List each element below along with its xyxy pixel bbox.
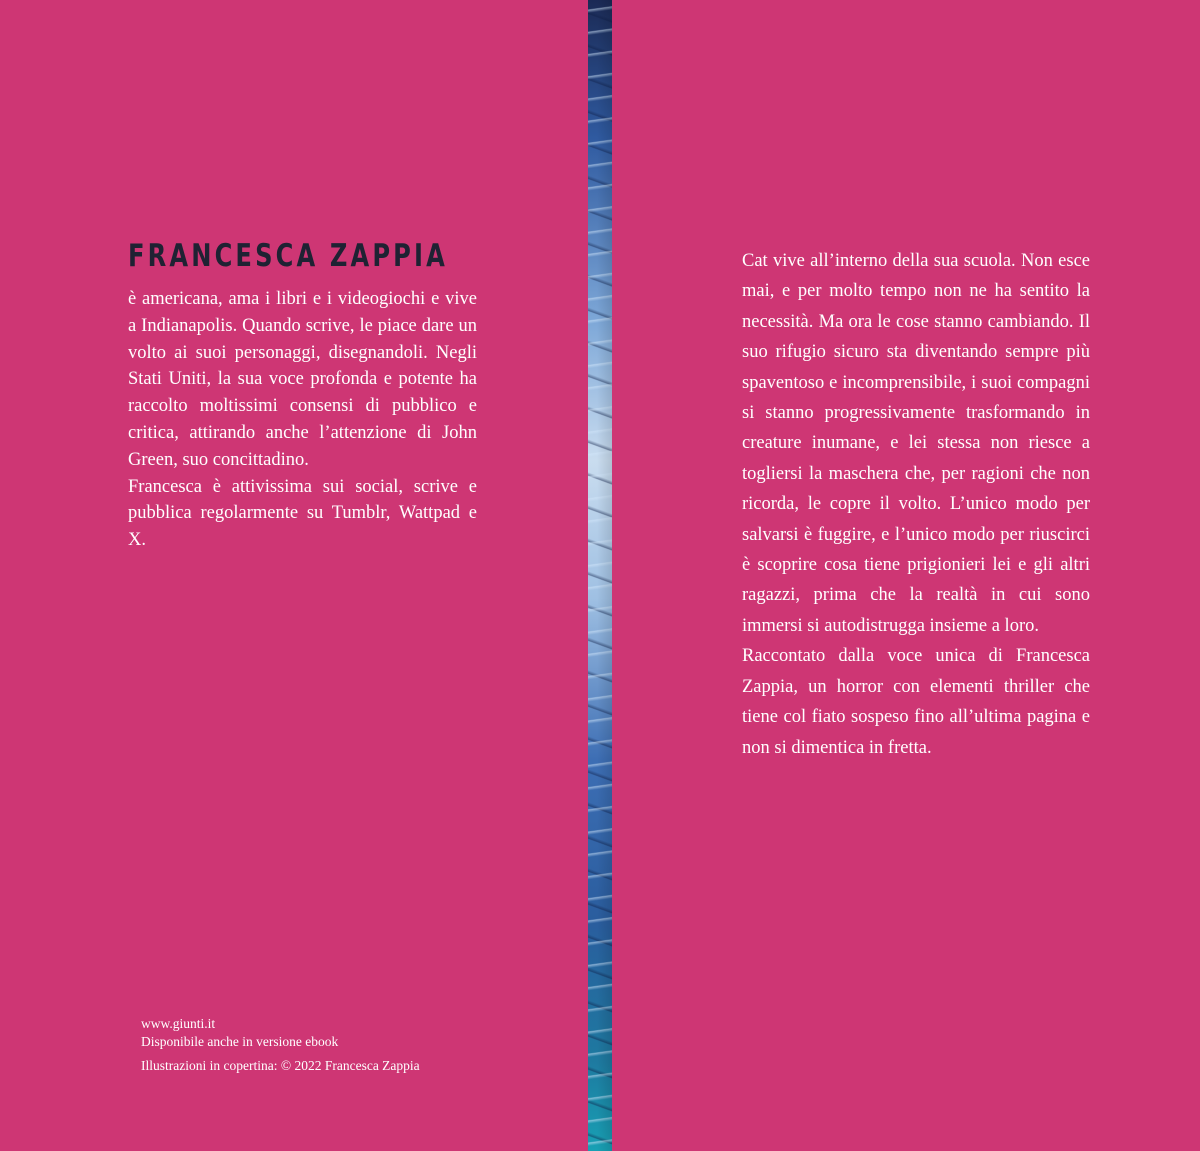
- author-bio-paragraph: è americana, ama i libri e i videogiochi e vive a Indianapolis. Quando scrive, le piace dare un volto ai suoi personaggi, disegnandoli. Negli Stati Uniti, la sua voce profonda e potente ha raccolto moltissimi consensi di pubblico e critica, attirando anche l’attenzione di John Green, suo concittadino.: [128, 289, 477, 470]
- blurb-paragraph: Raccontato dalla voce unica di Francesca Zappia, un horror con elementi thriller che tiene col fiato sospeso fino all’ultima pagina e non si dimentica in fretta.: [742, 646, 1090, 758]
- author-bio: [128, 286, 477, 554]
- colophon: [141, 1015, 561, 1075]
- back-flap-panel: [0, 0, 588, 1151]
- ebook-availability-note: Disponibile anche in versione ebook: [141, 1034, 339, 1049]
- author-name: FRANCESCA ZAPPIA: [128, 238, 448, 274]
- book-blurb: [742, 246, 1090, 763]
- illustration-credit: Illustrazioni in copertina: © 2022 Francesca Zappia: [141, 1058, 420, 1073]
- author-bio-paragraph: Francesca è attivissima sui social, scrive e pubblica regolarmente su Tumblr, Wattpad e X.: [128, 476, 477, 551]
- fold-shadow: [597, 0, 612, 1151]
- blurb-paragraph: Cat vive all’interno della sua scuola. Non esce mai, e per molto tempo non ne ha sentito la necessità. Ma ora le cose stanno cambiando. Il suo rifugio sicuro sta diventando sempre più spaventoso e incomprensibile, i suoi compagni si stanno progressivamente trasformando in creature inumane, e lei stessa non riesce a togliersi la maschera che, per ragioni che non ricorda, le copre il volto. L’unico modo per salvarsi è fuggire, e l’unico modo per riuscirci è scoprire cosa tiene prigionieri lei e gli altri ragazzi, prima che la realtà in cui sono immersi si autodistrugga insieme a loro.: [742, 251, 1090, 636]
- publisher-website: www.giunti.it: [141, 1016, 216, 1031]
